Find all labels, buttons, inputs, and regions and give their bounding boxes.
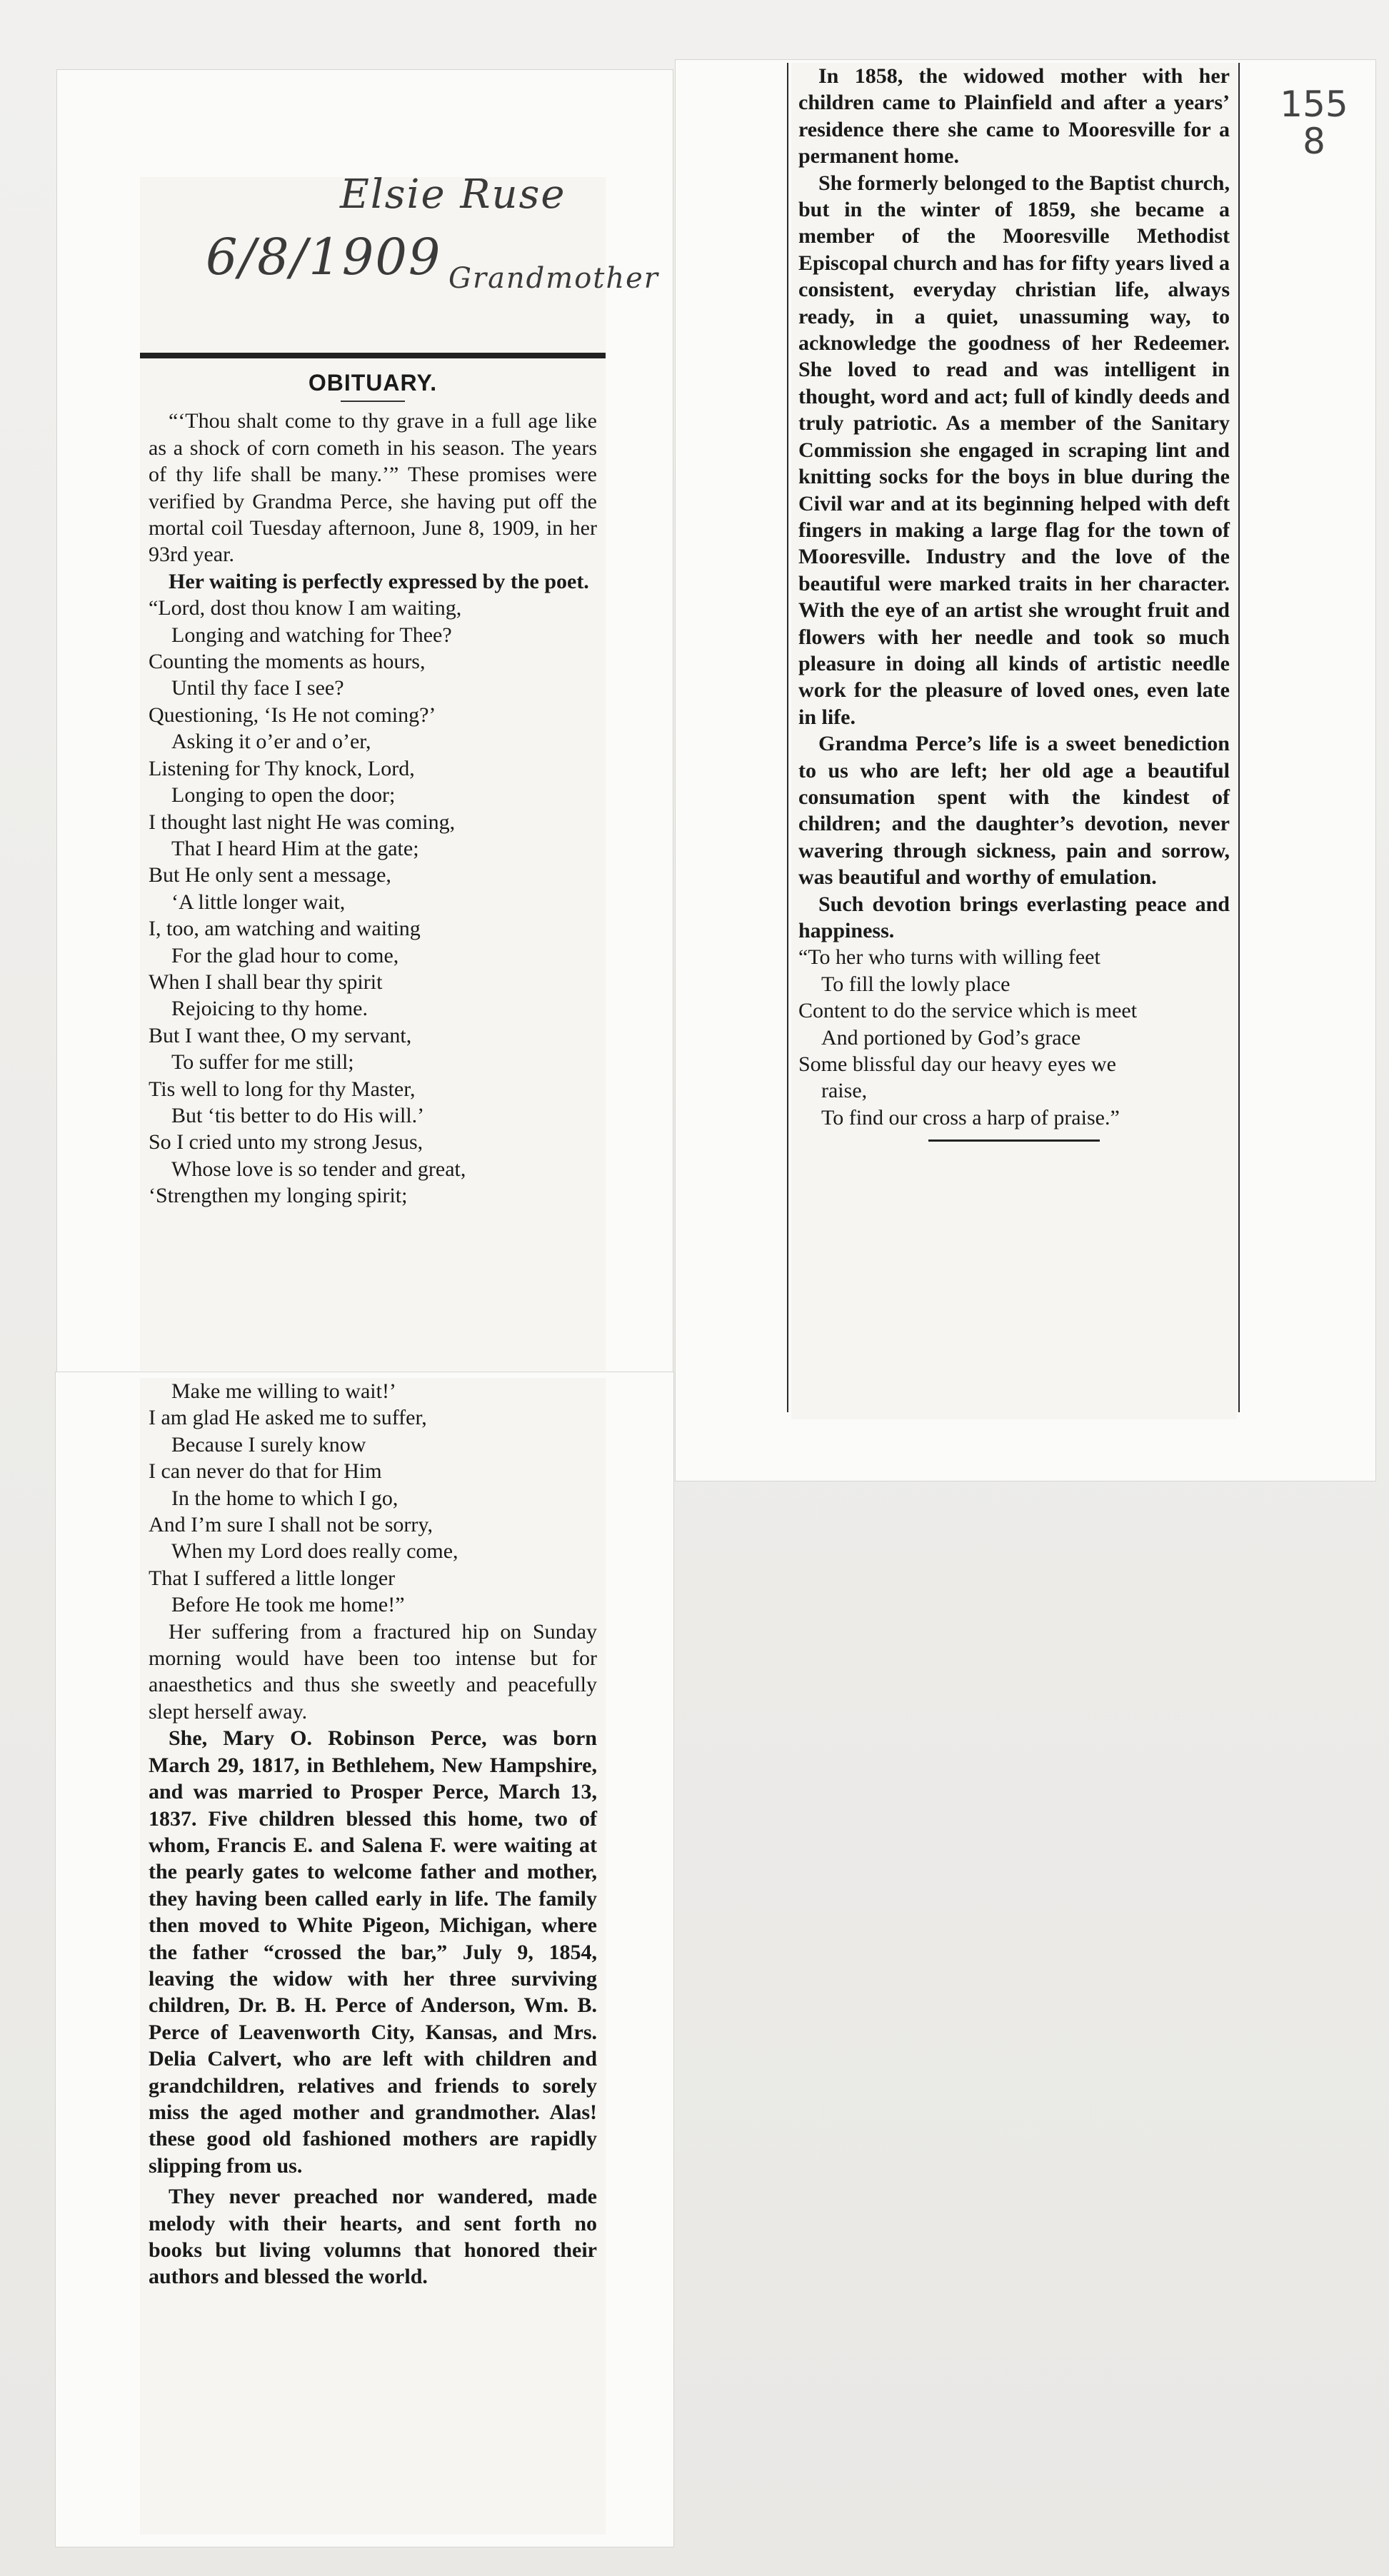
column-rule-right: [1238, 63, 1240, 1412]
poem-part-1: [149, 595, 597, 1209]
poem-line: Listening for Thy knock, Lord,: [149, 756, 415, 780]
page-number: [1264, 86, 1364, 160]
poem-line: I, too, am watching and waiting: [149, 917, 421, 941]
poem-line: That I suffered a little longer: [149, 1566, 396, 1590]
closing-poem: [798, 944, 1230, 1131]
plainfield-paragraph: In 1858, the widowed mother with her children came to Plainfield and after a years’ residence there she came to Mooresville for a permanent home.: [798, 64, 1230, 168]
waiting-line: Her waiting is perfectly expressed by the poet.: [169, 569, 589, 593]
obituary-heading: OBITUARY.: [308, 370, 438, 396]
poem-line: For the glad hour to come,: [171, 943, 399, 967]
poem-line: Longing to open the door;: [171, 783, 396, 807]
handwritten-date: 6/8/1909: [206, 228, 442, 286]
page-number-bottom: 8: [1303, 121, 1325, 162]
poem-part-2: [149, 1378, 597, 1619]
poem-line: Until thy face I see?: [171, 676, 344, 700]
handwritten-name: Elsie Ruse: [340, 171, 566, 218]
poem-line: Whose love is so tender and great,: [171, 1157, 466, 1181]
poem-line: Longing and watching for Thee?: [171, 623, 452, 647]
poem-line: raise,: [821, 1079, 868, 1103]
poem-line: Tis well to long for thy Master,: [149, 1077, 416, 1101]
clipping-column-1: [140, 171, 659, 1371]
obituary-intro: “‘Thou shalt come to thy grave in a full age like as a shock of corn cometh in his season. The years of thy life shall be many.’” These promises were verified by Grandma Perce, she having put off the mortal coil Tuesday afternoon, June 8, 1909, in her 93rd year.: [149, 409, 597, 567]
poem-line: “To her who turns with willing feet: [798, 945, 1100, 970]
poem-line: But ‘tis better to do His will.’: [171, 1103, 425, 1127]
handwritten-relation: Grandmother: [448, 262, 659, 295]
poem-line: Some blissful day our heavy eyes we: [798, 1052, 1116, 1077]
poem-line: So I cried unto my strong Jesus,: [149, 1130, 423, 1154]
poem-line: When I shall bear thy spirit: [149, 970, 383, 994]
poem-line: Before He took me home!”: [171, 1593, 405, 1617]
poem-line: But I want thee, O my servant,: [149, 1023, 412, 1047]
poem-line: But He only sent a message,: [149, 863, 391, 887]
clipping-column-2: [140, 1378, 606, 2535]
biography-paragraph: She, Mary O. Robinson Perce, was born March 29, 1817, in Bethlehem, New Hampshire, and was married to Prosper Perce, March 13, 1837. Five children blessed this home, two of whom, Francis E. and Salena F. were waiting at the pearly gates to welcome father and mother, they having been called early in life. The family then moved to White Pigeon, Michigan, where the father “crossed the bar,” July 9, 1854, leaving the widow with her three surviving children, Dr. B. H. Perce of Anderson, Wm. B. Perce of Leavenworth City, Kansas, and Mrs. Delia Calvert, who are left with children and grandchildren, relatives and friends to sorely miss the aged mother and grandmother. Alas! these good old fashioned mothers are rapidly slipping from us.: [149, 1726, 597, 2178]
devotion-paragraph: Such devotion brings everlasting peace and happiness.: [798, 892, 1230, 942]
poem-line: Because I surely know: [171, 1432, 366, 1456]
poem-line: When my Lord does really come,: [171, 1539, 458, 1564]
benediction-paragraph: Grandma Perce’s life is a sweet benediction to us who are left; her old age a beautiful consumation spent with the kindest of children; and the daughter’s devotion, never wavering through sickness, pain and sorrow, was beautiful and worthy of emulation.: [798, 732, 1230, 890]
poem-line: ‘A little longer wait,: [171, 890, 346, 914]
page-number-top: 155: [1280, 84, 1348, 125]
church-paragraph: She formerly belonged to the Baptist church, but in the winter of 1859, she became a member of the Mooresville Methodist Episcopal church and has for fifty years lived a consistent, everyday christian life, always ready, in a quiet, unassuming way, to acknowledge the goodness of her Redeemer. She loved to read and was intelligent in thought, word and act; full of kindly deeds and truly patriotic. As a member of the Sanitary Commission she engaged in scraping lint and knitting socks for the boys in blue during the Civil war and at its beginning helped with deft fingers in making a large flag for the town of Mooresville. Industry and the love of the beautiful were marked traits in her character. With the eye of an artist she wrought fruit and flowers with her needle and took so much pleasure in doing all kinds of artistic needle work for the pleasure of loved ones, even late in life.: [798, 171, 1230, 729]
clipping-column-3: [791, 63, 1237, 1419]
poem-line: Make me willing to wait!’: [171, 1379, 396, 1403]
poem-line: I can never do that for Him: [149, 1459, 382, 1484]
mothers-paragraph: They never preached nor wandered, made melody with their hearts, and sent forth no books but living volumns that honored their authors and blessed the world.: [149, 2185, 597, 2289]
suffering-paragraph: Her suffering from a fractured hip on Sunday morning would have been too intense but for anaesthetics and thus she sweetly and peacefully slept herself away.: [149, 1619, 597, 1724]
poem-line: To fill the lowly place: [821, 972, 1011, 996]
poem-line: To suffer for me still;: [171, 1050, 354, 1075]
heading-underline: [341, 401, 405, 402]
poem-line: I am glad He asked me to suffer,: [149, 1406, 427, 1430]
column-rule-left: [787, 63, 788, 1412]
poem-line: That I heard Him at the gate;: [171, 836, 419, 860]
poem-line: And I’m sure I shall not be sorry,: [149, 1513, 433, 1537]
poem-line: Rejoicing to thy home.: [171, 997, 368, 1021]
poem-line: ‘Strengthen my longing spirit;: [149, 1184, 408, 1208]
poem-line: And portioned by God’s grace: [821, 1025, 1081, 1050]
poem-line: Counting the moments as hours,: [149, 650, 426, 674]
poem-line: To find our cross a harp of praise.”: [821, 1105, 1120, 1129]
end-rule: [928, 1139, 1100, 1142]
poem-line: Content to do the service which is meet: [798, 999, 1138, 1023]
poem-line: I thought last night He was coming,: [149, 810, 456, 834]
poem-line: Asking it o’er and o’er,: [171, 730, 371, 754]
poem-line: Questioning, ‘Is He not coming?’: [149, 703, 436, 727]
poem-line: “Lord, dost thou know I am waiting,: [149, 596, 462, 620]
handwritten-annotation: [149, 171, 659, 354]
poem-line: In the home to which I go,: [171, 1486, 398, 1510]
masthead-rule: [140, 353, 606, 358]
